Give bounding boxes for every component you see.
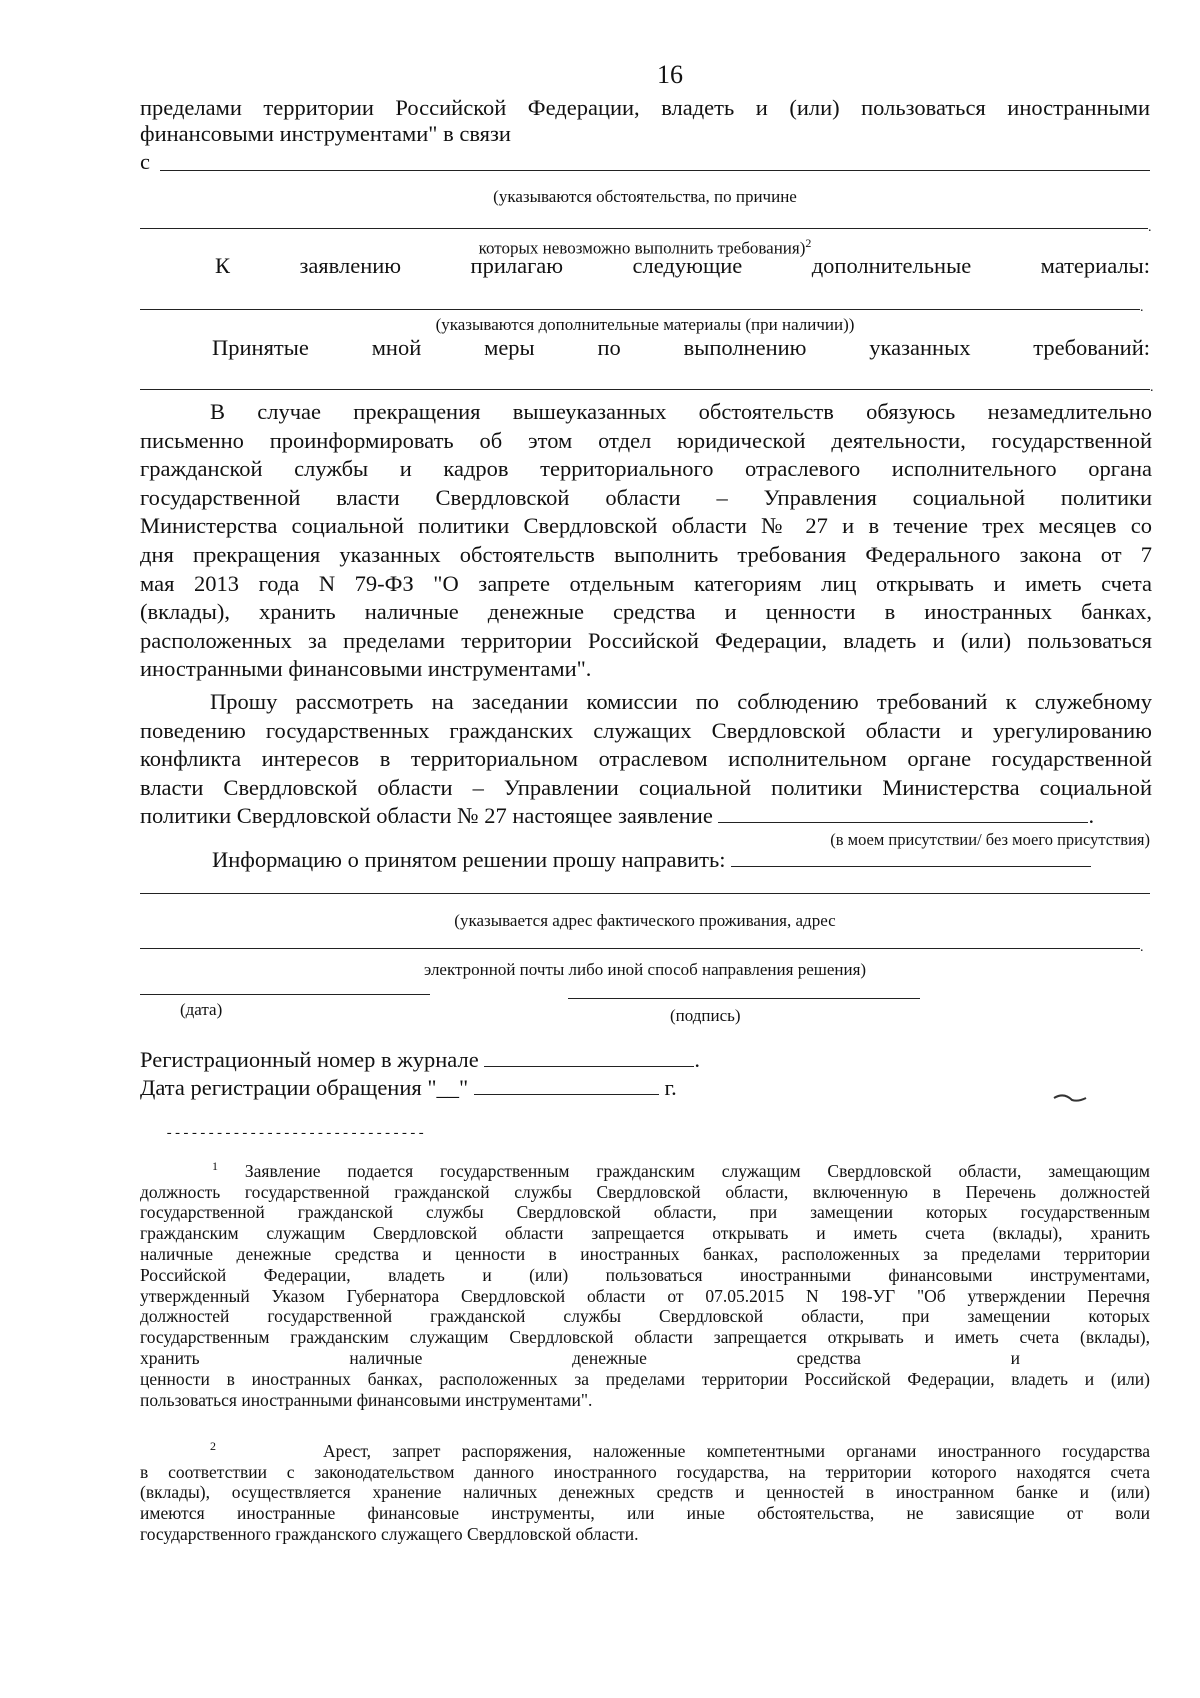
- scan-mark: [1050, 1090, 1090, 1106]
- footnote-2-marker: 2: [210, 1439, 216, 1453]
- measures-answer-line: [140, 389, 1150, 390]
- footnote-separator: -------------------------------: [165, 1126, 426, 1142]
- footnote-2: $^2$ Арест, запрет распоряжения, наложенные компетентными органами иностранного государства в соответствии с законодательством данного иностранного государства, на территории которого находятся счета (вклады), осуществляется хранение наличных денежных средств и ценностей в иностранном банке и (или) имеются иностранные финансовые инструменты, или иные обстоятельства, не зависящие от воли государственного гражданского служащего Свердловской области.: [140, 1439, 1150, 1545]
- presence-field[interactable]: [718, 804, 1088, 823]
- attach-word: следующие: [632, 253, 743, 278]
- caption-circumstances-2: которых невозможно выполнить требования)$^2$: [478, 236, 812, 258]
- registration-date: Дата регистрации обращения "__" г.: [140, 1075, 677, 1100]
- measures-word: выполнению: [683, 335, 807, 360]
- intro-line-1: пределами территории Российской Федерации, владеть и (или) пользоваться иностранными: [140, 95, 1150, 120]
- date-line[interactable]: [140, 994, 430, 995]
- measures-word: мной: [371, 335, 422, 360]
- signature-line[interactable]: [568, 998, 920, 999]
- caption-materials: (указываются дополнительные материалы (при наличии)): [435, 315, 855, 334]
- measures-word: требований:: [1033, 335, 1150, 360]
- intro-line-2: финансовыми инструментами" в связи: [140, 121, 511, 146]
- address-line-1: [140, 893, 1150, 894]
- measures-word: меры: [484, 335, 535, 360]
- attach-word: материалы:: [1040, 253, 1150, 278]
- info-request: Информацию о принятом решении прошу направить:: [212, 846, 1091, 875]
- caption-signature: (подпись): [670, 1006, 741, 1025]
- caption-presence: (в моем присутствии/ без моего присутствия): [830, 830, 1150, 849]
- attach-word: К: [215, 253, 231, 278]
- period: .: [1150, 380, 1154, 395]
- attach-word: дополнительные: [811, 253, 972, 278]
- obligation-paragraph: В случае прекращения вышеуказанных обстоятельств обязуюсь незамедлительно письменно проинформировать об этом отдел юридической деятельности, государственной гражданской службы и кадров территориального отраслевого исполнительного органа государственной власти Свердловской области – Управления социальной политики Министерства социальной политики Свердловской области № 27 и в течение трех месяцев со дня прекращения указанных обстоятельств выполнить требования Федерального закона от 7 мая 2013 года N 79-ФЗ "О запрете отдельным категориям лиц открывать и иметь счета (вклады), хранить наличные денежные средства и ценности в иностранных банках, расположенных за пределами территории Российской Федерации, владеть и (или) пользоваться иностранными финансовыми инструментами".: [140, 399, 1152, 682]
- registration-date-field[interactable]: [474, 1076, 659, 1095]
- c-label: с: [140, 149, 150, 174]
- measures-word: указанных: [869, 335, 971, 360]
- address-line-2: [140, 948, 1140, 949]
- attach-line: [215, 252, 1150, 281]
- period: .: [1148, 220, 1152, 235]
- caption-circumstances-1: (указываются обстоятельства, по причине: [493, 187, 797, 206]
- measures-word: по: [597, 335, 621, 360]
- circumstances-line-1: [160, 170, 1150, 171]
- footnote-1-spread-line: хранить наличные денежные средства и: [140, 1348, 1020, 1368]
- caption-address-1: (указывается адрес фактического проживания, адрес: [454, 911, 836, 930]
- materials-line: [140, 309, 1140, 310]
- circumstances-line-2: [140, 228, 1148, 229]
- footnote-1: $^1$ Заявление подается государственным гражданским служащим Свердловской области, замещающим должность государственной гражданской службы Свердловской области, включенную в Перечень должностей государственной гражданской службы Свердловской области, при замещении которых государственным гражданским служащим Свердловской области запрещается открывать и иметь счета (вклады), хранить наличные денежные средства и ценности в иностранных банках, расположенных за пределами территории Российской Федерации, владеть и (или) пользоваться иностранными финансовыми инструментами, утвержденный Указом Губернатора Свердловской области от 07.05.2015 N 198-УГ "Об утверждении Перечня должностей государственной гражданской службы Свердловской области, при замещении которых государственным гражданским служащим Свердловской области запрещается открывать и иметь счета (вклады), хранить наличные денежные средства и ценности в иностранных банках, расположенных за пределами территории Российской Федерации, владеть и (или) пользоваться иностранными финансовыми инструментами".: [140, 1159, 1150, 1410]
- caption-date: (дата): [180, 1000, 223, 1019]
- caption-address-2: электронной почты либо иной способ направления решения): [423, 960, 867, 979]
- info-field[interactable]: [731, 848, 1091, 867]
- period: .: [1140, 940, 1144, 955]
- page-number: 16: [657, 60, 683, 89]
- footnote-1-marker: 1: [212, 1159, 218, 1173]
- registration-number: Регистрационный номер в журнале .: [140, 1047, 700, 1072]
- measures-word: Принятые: [212, 335, 309, 360]
- request-paragraph: Прошу рассмотреть на заседании комиссии по соблюдению требований к служебному поведению государственных гражданских служащих Свердловской области и урегулированию конфликта интересов в территориальном отраслевом исполнительном органе государственной власти Свердловской области – Управлении социальной политики Министерства социальной политики Свердловской области № 27 настоящее заявление .: [140, 689, 1152, 829]
- period: .: [1140, 300, 1144, 315]
- attach-word: прилагаю: [470, 253, 564, 278]
- registration-number-field[interactable]: [484, 1048, 694, 1067]
- attach-word: заявлению: [299, 253, 402, 278]
- measures-line: [212, 334, 1150, 363]
